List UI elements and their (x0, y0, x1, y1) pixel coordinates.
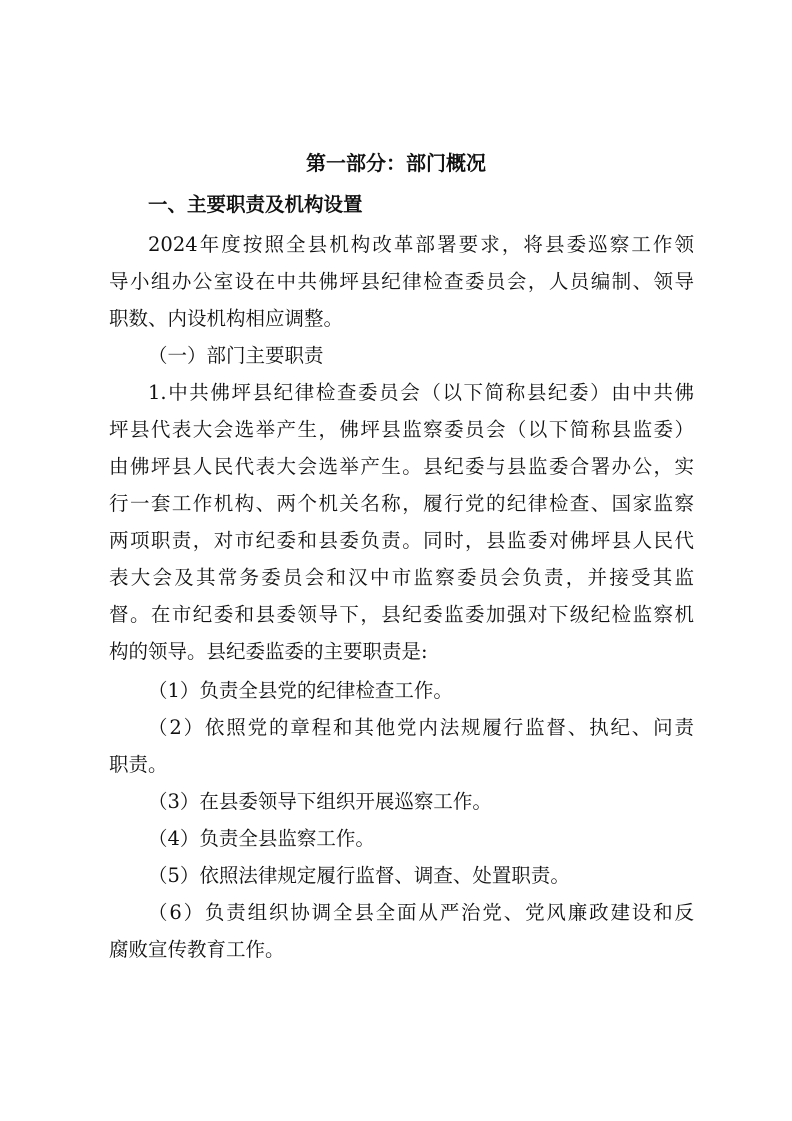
para-line-4: 行一套工作机构、两个机关名称，履行党的纪律检查、国家监察 (109, 492, 694, 515)
para-line-6: 表大会及其常务委员会和汉中市监察委员会负责，并接受其监 (109, 566, 694, 589)
section-heading: 一、主要职责及机构设置 (148, 193, 363, 216)
duty-item-2-cont: 职责。 (109, 753, 168, 776)
duty-item-4: （4）负责全县监察工作。 (148, 827, 375, 850)
duty-item-6: （6）负责组织协调全县全面从严治党、党风廉政建设和反 (148, 901, 694, 924)
para-line-7: 督。在市纪委和县委领导下，县纪委监委加强对下级纪检监察机 (109, 603, 694, 626)
intro-line-1: 2024年度按照全县机构改革部署要求，将县委巡察工作领 (148, 233, 694, 256)
duty-item-5: （5）依照法律规定履行监督、调查、处置职责。 (148, 864, 570, 887)
intro-line-2: 导小组办公室设在中共佛坪县纪律检查委员会，人员编制、领导 (109, 270, 694, 293)
duty-item-6-cont: 腐败宣传教育工作。 (109, 938, 285, 961)
para-line-3: 由佛坪县人民代表大会选举产生。县纪委与县监委合署办公，实 (109, 455, 694, 478)
para-line-2: 坪县代表大会选举产生，佛坪县监察委员会（以下简称县监委） (109, 418, 694, 441)
para-line-5: 两项职责，对市纪委和县委负责。同时，县监委对佛坪县人民代 (109, 529, 694, 552)
duty-item-3: （3）在县委领导下组织开展巡察工作。 (148, 790, 492, 813)
duty-item-1: （1）负责全县党的纪律检查工作。 (148, 679, 453, 702)
subsection-heading: （一）部门主要职责 (148, 344, 324, 367)
intro-line-3: 职数、内设机构相应调整。 (109, 307, 344, 330)
part-title: 第一部分：部门概况 (306, 151, 486, 175)
para-line-8: 构的领导。县纪委监委的主要职责是: (109, 640, 428, 663)
para-line-1: 1.中共佛坪县纪律检查委员会（以下简称县纪委）由中共佛 (148, 381, 694, 404)
duty-item-2: （2）依照党的章程和其他党内法规履行监督、执纪、问责 (148, 716, 694, 739)
